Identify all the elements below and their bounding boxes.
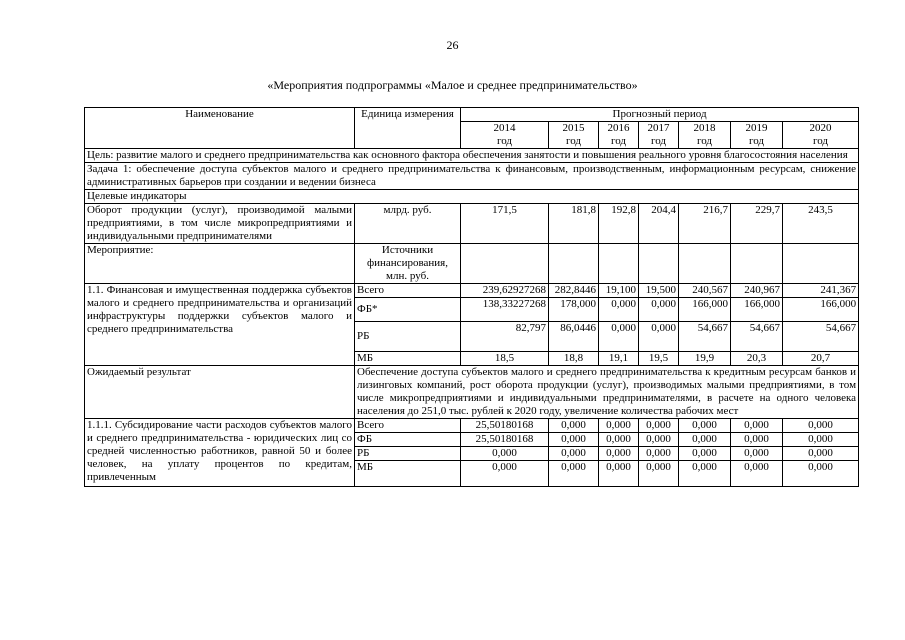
cell-value: 0,000: [679, 433, 731, 447]
cell-value: 239,62927268: [461, 284, 549, 298]
cell-value: 0,000: [461, 461, 549, 487]
header-forecast: Прогнозный период: [461, 108, 859, 122]
source-label: ФБ: [355, 433, 461, 447]
cell-value: 0,000: [679, 419, 731, 433]
cell-value: 0,000: [783, 461, 859, 487]
cell-value: 0,000: [549, 461, 599, 487]
cell-value: 18,5: [461, 352, 549, 366]
source-label: МБ: [355, 461, 461, 487]
indicator-value: 243,5: [783, 204, 859, 244]
sources-label: Источники финансирования, млн. руб.: [355, 244, 461, 284]
page-number: 26: [446, 38, 459, 52]
task-row: [85, 163, 859, 190]
cell-value: 0,000: [639, 419, 679, 433]
year-2016: 2016: [599, 122, 639, 136]
cell-value: 0,000: [549, 447, 599, 461]
measure-name: 1.1.1. Субсидирование части расходов субъектов малого и среднего предпринимательства - юридических лиц со средней численностью работников, равной 50 и более человек, на уплату процентов по кредитам, привлеченным: [85, 419, 355, 487]
cell-value: 282,8446: [549, 284, 599, 298]
cell-value: 0,000: [549, 419, 599, 433]
cell-value: 82,797: [461, 322, 549, 352]
cell-value: 0,000: [599, 419, 639, 433]
cell-value: 86,0446: [549, 322, 599, 352]
cell-value: 0,000: [783, 419, 859, 433]
header-row: [85, 108, 859, 122]
cell-value: 0,000: [679, 447, 731, 461]
cell-value: 0,000: [731, 447, 783, 461]
cell-value: 0,000: [731, 461, 783, 487]
cell-value: 166,000: [679, 298, 731, 322]
source-label: ФБ*: [355, 298, 461, 322]
indicator-value: 171,5: [461, 204, 549, 244]
measure-name: 1.1. Финансовая и имущественная поддержка субъектов малого и среднего предпринимательства и организаций инфраструктуры поддержки субъектов малого и среднего предпринимательства: [85, 284, 355, 366]
measure-header-row: [85, 244, 859, 284]
expected-row: [85, 366, 859, 419]
source-label: Всего: [355, 419, 461, 433]
cell-value: 0,000: [679, 461, 731, 487]
year-2019: 2019: [731, 122, 783, 136]
task-text: Задача 1: обеспечение доступа субъектов малого и среднего предпринимательства к финансовым, производственным, информационным ресурсам, снижение административных барьеров при создании и ведении бизнеса: [85, 163, 859, 190]
header-unit: Единица измерения: [355, 108, 461, 149]
cell-value: 25,50180168: [461, 419, 549, 433]
cell-value: 20,3: [731, 352, 783, 366]
cell-value: 138,33227268: [461, 298, 549, 322]
cell-value: 0,000: [783, 447, 859, 461]
indicator-value: 181,8: [549, 204, 599, 244]
cell-value: 0,000: [639, 447, 679, 461]
indicators-label-row: [85, 190, 859, 204]
cell-value: 0,000: [599, 447, 639, 461]
expected-label: Ожидаемый результат: [85, 366, 355, 419]
cell-value: 0,000: [599, 298, 639, 322]
measure-row: [85, 419, 859, 433]
cell-value: 0,000: [599, 322, 639, 352]
indicator-value: 204,4: [639, 204, 679, 244]
year-2017: 2017: [639, 122, 679, 136]
indicator-value: 192,8: [599, 204, 639, 244]
cell-value: 19,5: [639, 352, 679, 366]
header-years-suffix-row: год год год год год год год: [85, 135, 859, 149]
cell-value: 240,567: [679, 284, 731, 298]
indicators-label: Целевые индикаторы: [85, 190, 859, 204]
goal-text: Цель: развитие малого и среднего предпринимательства как основного фактора обеспечения занятости и повышения реального уровня благосостояния населения: [85, 149, 859, 163]
cell-value: 20,7: [783, 352, 859, 366]
indicator-value: 216,7: [679, 204, 731, 244]
source-label: МБ: [355, 352, 461, 366]
cell-value: 0,000: [599, 433, 639, 447]
cell-value: 19,500: [639, 284, 679, 298]
cell-value: 166,000: [783, 298, 859, 322]
cell-value: 54,667: [731, 322, 783, 352]
source-label: РБ: [355, 447, 461, 461]
year-2018: 2018: [679, 122, 731, 136]
year-2020: 2020: [783, 122, 859, 136]
year-2014: 2014: [461, 122, 549, 136]
indicator-value: 229,7: [731, 204, 783, 244]
goal-row: [85, 149, 859, 163]
indicator-unit: млрд. руб.: [355, 204, 461, 244]
cell-value: 0,000: [731, 419, 783, 433]
measure-row: [85, 284, 859, 298]
cell-value: 19,100: [599, 284, 639, 298]
cell-value: 25,50180168: [461, 433, 549, 447]
cell-value: 0,000: [783, 433, 859, 447]
source-label: Всего: [355, 284, 461, 298]
program-table: [84, 107, 859, 487]
expected-text: Обеспечение доступа субъектов малого и среднего предпринимательства к кредитным ресурсам банков и лизинговых компаний, рост оборота продукции (услуг), производимых малыми предприятиями, в том числе микропредприятиями и индивидуальными предпринимателями, в расчете на одного человека населения до 251,0 тыс. рублей к 2020 году, увеличение количества рабочих мест: [355, 366, 859, 419]
source-label: РБ: [355, 322, 461, 352]
cell-value: 19,1: [599, 352, 639, 366]
cell-value: 0,000: [639, 433, 679, 447]
cell-value: 54,667: [679, 322, 731, 352]
cell-value: 241,367: [783, 284, 859, 298]
indicator-row: [85, 204, 859, 244]
year-2015: 2015: [549, 122, 599, 136]
cell-value: 0,000: [639, 298, 679, 322]
measure-label: Мероприятие:: [85, 244, 355, 284]
cell-value: 0,000: [461, 447, 549, 461]
cell-value: 0,000: [639, 461, 679, 487]
document-title: «Мероприятия подпрограммы «Малое и среднее предпринимательство»: [267, 78, 638, 92]
cell-value: 0,000: [599, 461, 639, 487]
cell-value: 19,9: [679, 352, 731, 366]
cell-value: 54,667: [783, 322, 859, 352]
cell-value: 18,8: [549, 352, 599, 366]
cell-value: 178,000: [549, 298, 599, 322]
cell-value: 0,000: [639, 322, 679, 352]
cell-value: 0,000: [549, 433, 599, 447]
cell-value: 240,967: [731, 284, 783, 298]
header-name: Наименование: [85, 108, 355, 149]
indicator-name: Оборот продукции (услуг), производимой малыми предприятиями, в том числе микропредприятиями и индивидуальными предпринимателями: [85, 204, 355, 244]
cell-value: 0,000: [731, 433, 783, 447]
cell-value: 166,000: [731, 298, 783, 322]
